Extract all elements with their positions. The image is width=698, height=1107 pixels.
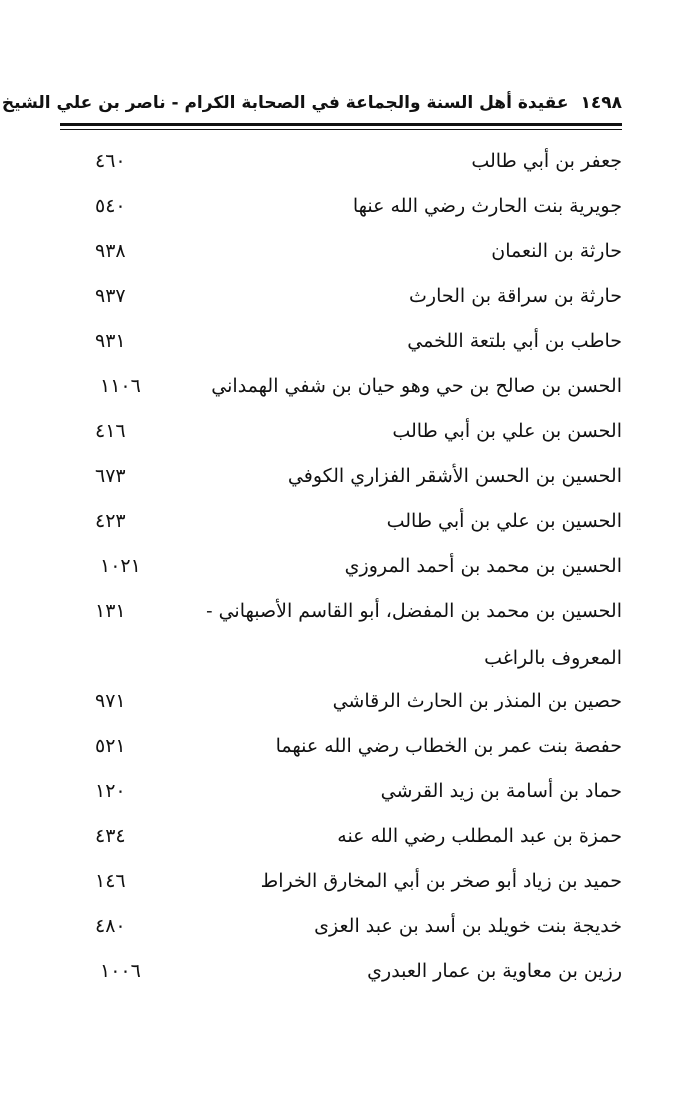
entry-page: ٩٧١: [95, 690, 126, 712]
index-entry: [60, 461, 622, 491]
index-entry: [60, 551, 622, 581]
index-entry: [60, 596, 622, 626]
entry-page: ٩٣١: [95, 330, 126, 352]
index-entry: [60, 866, 622, 896]
entry-page: ٤٣٤: [95, 825, 126, 847]
entry-page: ١٤٦: [95, 870, 126, 892]
header-rule-thick: [60, 123, 622, 126]
entry-name: حماد بن أسامة بن زيد القرشي: [380, 780, 622, 802]
index-entry: [60, 371, 622, 401]
entry-name: الحسين بن محمد بن أحمد المروزي: [344, 555, 622, 577]
entry-name: حارثة بن النعمان: [491, 240, 622, 262]
entry-name: الحسن بن صالح بن حي وهو حيان بن شفي الهمداني: [211, 375, 622, 397]
entry-name: الحسن بن علي بن أبي طالب: [392, 420, 622, 442]
entry-name: حارثة بن سراقة بن الحارث: [409, 285, 622, 307]
index-entry: [60, 506, 622, 536]
entry-page: ١٠٠٦: [100, 960, 141, 982]
entry-name: خديجة بنت خويلد بن أسد بن عبد العزى: [314, 915, 622, 937]
entry-name: جعفر بن أبي طالب: [471, 150, 622, 172]
entry-page: ٩٣٨: [95, 240, 126, 262]
entry-page: ٤٢٣: [95, 510, 126, 532]
entry-page: ١٣١: [95, 600, 126, 622]
entry-continuation: المعروف بالراغب: [484, 647, 622, 669]
header-title: عقيدة أهل السنة والجماعة في الصحابة الكرام - ناصر بن علي الشيخ: [1, 93, 569, 113]
entry-name: جويرية بنت الحارث رضي الله عنها: [352, 195, 622, 217]
index-entry: [60, 731, 622, 761]
entry-page: ٥٢١: [95, 735, 126, 757]
entry-name: الحسين بن محمد بن المفضل، أبو القاسم الأصبهاني -: [206, 600, 622, 622]
entry-name: حميد بن زياد أبو صخر بن أبي المخارق الخراط: [260, 870, 622, 892]
index-entry: [60, 191, 622, 221]
entry-name: رزين بن معاوية بن عمار العبدري: [367, 960, 622, 982]
entry-page: ٩٣٧: [95, 285, 126, 307]
entry-page: ٤٦٠: [95, 150, 126, 172]
running-header: [1, 86, 622, 120]
entry-name: حصين بن المنذر بن الحارث الرقاشي: [332, 690, 622, 712]
entry-page: ٦٧٣: [95, 465, 126, 487]
index-entry: [60, 956, 622, 986]
header-rule-thin: [60, 129, 622, 130]
index-entry: [60, 776, 622, 806]
index-entry: [60, 416, 622, 446]
entry-page: ٤٨٠: [95, 915, 126, 937]
header-page-number: ١٤٩٨: [580, 93, 622, 113]
index-entry: [60, 821, 622, 851]
entry-page: ١١٠٦: [100, 375, 141, 397]
index-entry: [60, 281, 622, 311]
entry-name: حمزة بن عبد المطلب رضي الله عنه: [337, 825, 622, 847]
entry-name: حفصة بنت عمر بن الخطاب رضي الله عنهما: [275, 735, 622, 757]
entry-name: الحسين بن الحسن الأشقر الفزاري الكوفي: [287, 465, 622, 487]
index-entry: [60, 236, 622, 266]
entry-page: ١٠٢١: [100, 555, 141, 577]
index-entry: [60, 911, 622, 941]
entry-name: حاطب بن أبي بلتعة اللخمي: [407, 330, 622, 352]
index-entry: [60, 326, 622, 356]
entry-page: ٤١٦: [95, 420, 126, 442]
index-entry: [60, 686, 622, 716]
index-entry: [60, 146, 622, 176]
entry-name: الحسين بن علي بن أبي طالب: [386, 510, 622, 532]
entry-page: ٥٤٠: [95, 195, 126, 217]
entry-page: ١٢٠: [95, 780, 126, 802]
